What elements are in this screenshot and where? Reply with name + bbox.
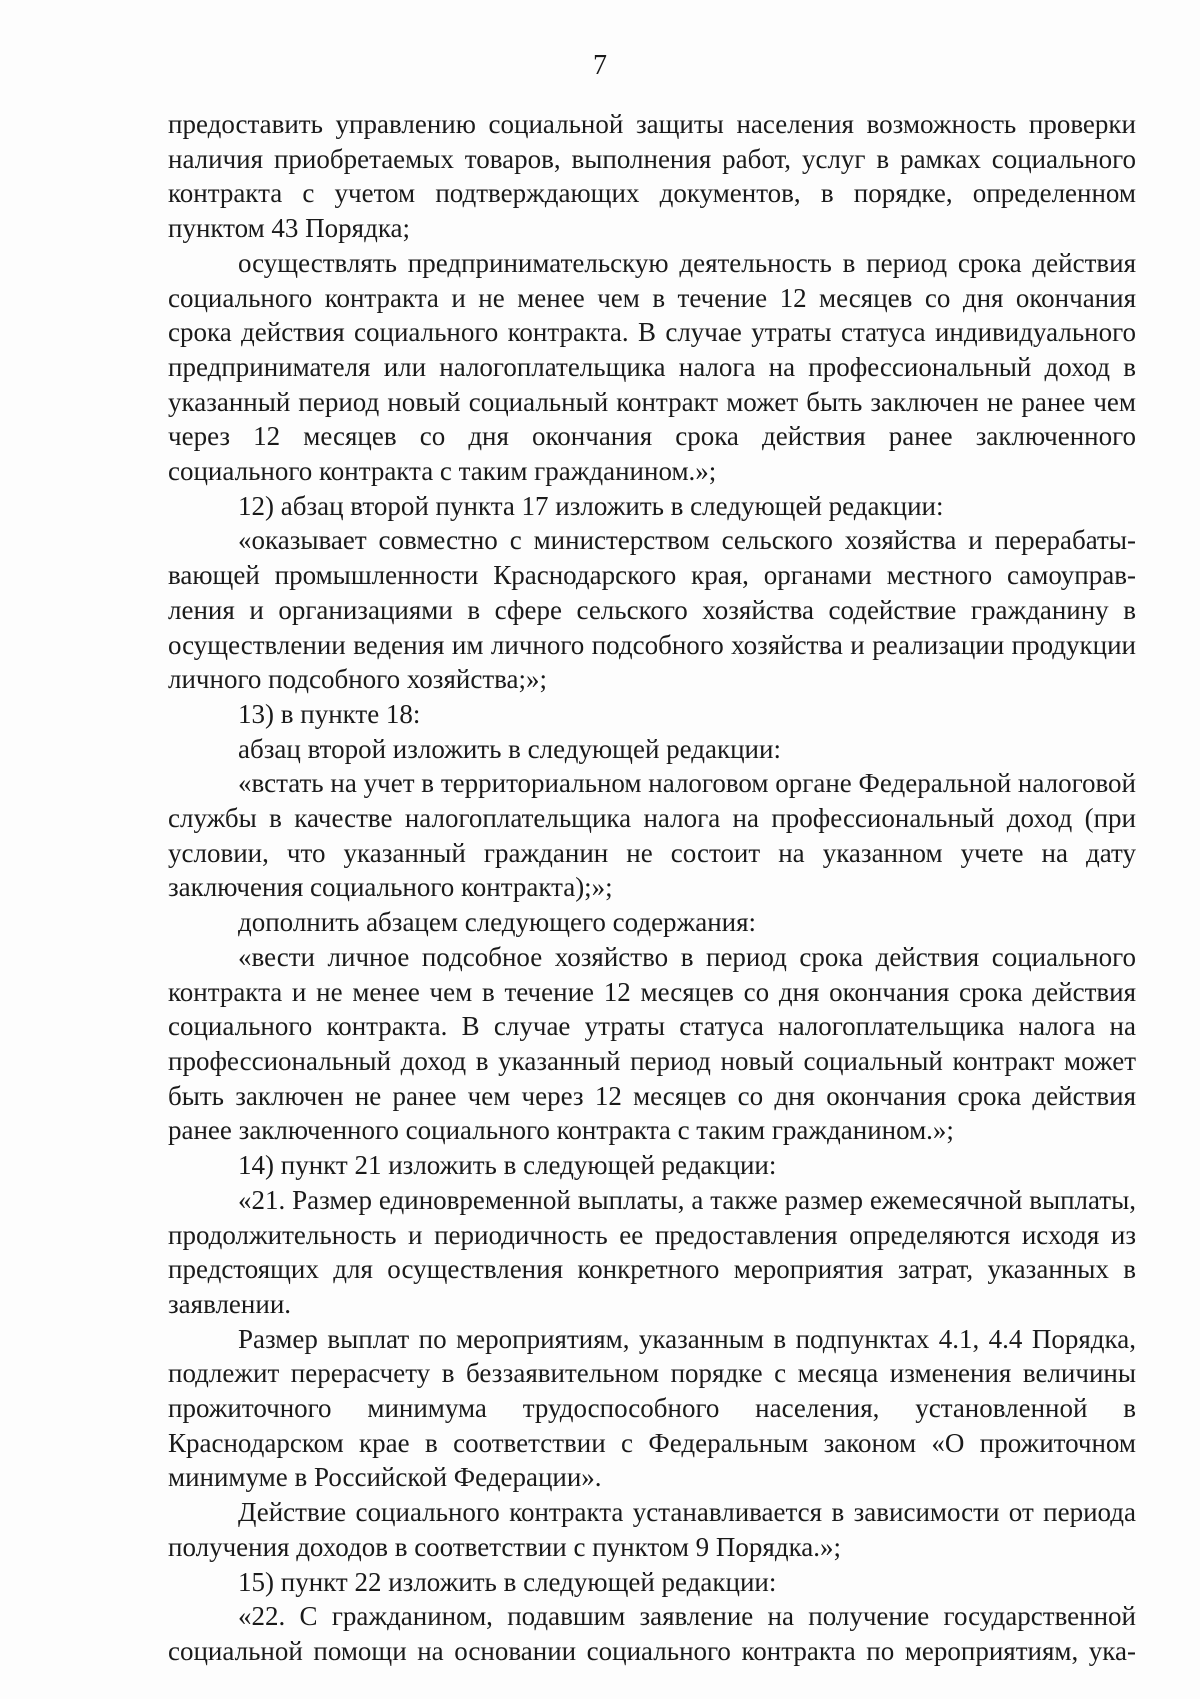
paragraph: «встать на учет в территориальном налоговом органе Федеральной налоговой службы в качестве налогоплательщика налога на профессиональный доход (при условии, что указанный гражданин не состоит на указанном учете на дату заключения социального контракта);»; [168,768,1136,903]
paragraph: абзац второй изложить в следующей редакции: [238,733,781,764]
paragraph: предоставить управлению социальной защиты населения возможность проверки наличия приобретаемых товаров, выполнения работ, услуг в рамках социального контракта с учетом подтверждающих документов, в порядке, определенном пунктом 43 Порядка; [168,109,1136,244]
document-body [168,107,1136,1669]
paragraph: 13) в пункте 18: [238,698,421,729]
paragraph: 14) пункт 21 изложить в следующей редакции: [238,1150,777,1181]
paragraph: «22. С гражданином, подавшим заявление на получение государственной социальной помощи на основании социального контракта по мероприятиям, ука- [168,1601,1136,1666]
paragraph: «оказывает совместно с министерством сельского хозяйства и перерабатывающей промышленности Краснодарского края, органами местного самоуправления и организациями в сфере сельского хозяйства содействие гражданину в осуществлении ведения им личного подсобного хозяйства и реализации продукции личного подсобного хозяйства;»; [168,525,1136,695]
paragraph: 15) пункт 22 изложить в следующей редакции: [238,1566,777,1597]
paragraph: Размер выплат по мероприятиям, указанным в подпунктах 4.1, 4.4 Порядка, подлежит перерасчету в беззаявительном порядке с месяца изменения величины прожиточного минимума трудоспособного населения, установленной в Краснодарском крае в соответствии с Федеральным законом «О прожиточном минимуме в Российской Федерации». [168,1323,1136,1493]
paragraph: Действие социального контракта устанавливается в зависимости от периода получения доходов в соответствии с пунктом 9 Порядка.»; [168,1497,1136,1562]
paragraph: дополнить абзацем следующего содержания: [238,907,757,938]
page-number: 7 [593,50,607,81]
paragraph: осуществлять предпринимательскую деятельность в период срока действия социального контракта и не менее чем в течение 12 месяцев со дня окончания срока действия социального контракта. В случае утраты статуса индивидуального предпринимателя или налогоплательщика налога на профессиональный доход в указанный период новый социальный контракт может быть заключен не ранее чем через 12 месяцев со дня окончания срока действия ранее заключенного социального контракта с таким гражданином.»; [168,247,1136,487]
paragraph: 12) абзац второй пункта 17 изложить в следующей редакции: [238,490,944,521]
paragraph: «21. Размер единовременной выплаты, а также размер ежемесячной выплаты, продолжительность и периодичность ее предоставления определяются исходя из предстоящих для осуществления конкретного мероприятия затрат, указанных в заявлении. [168,1184,1136,1319]
paragraph: «вести личное подсобное хозяйство в период срока действия социального контракта и не менее чем в течение 12 месяцев со дня окончания срока действия социального контракта. В случае утраты статуса налогоплательщика налога на профессиональный доход в указанный период новый социальный контракт может быть заключен не ранее чем через 12 месяцев со дня окончания срока действия ранее заключенного социального контракта с таким гражданином.»; [168,941,1136,1146]
